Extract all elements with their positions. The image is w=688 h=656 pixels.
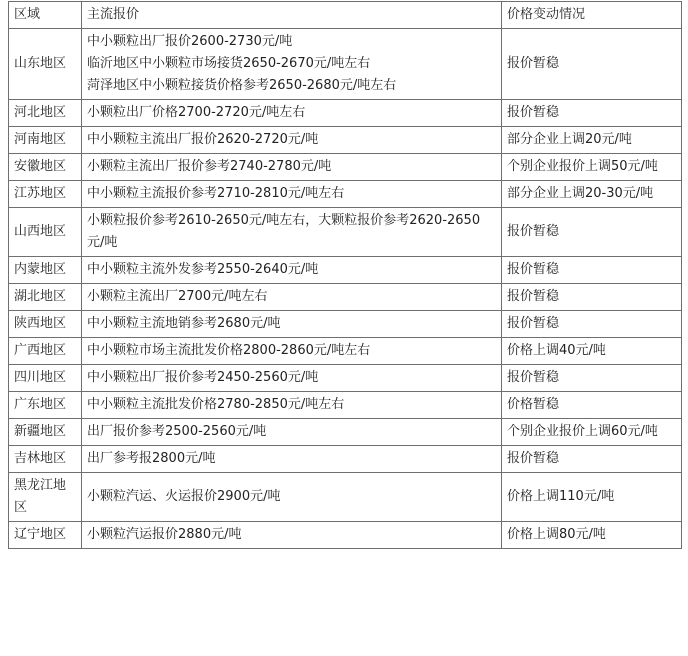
region-cell: 辽宁地区 (9, 522, 82, 549)
region-cell: 广东地区 (9, 392, 82, 419)
price-cell: 中小颗粒主流地销参考2680元/吨 (82, 311, 502, 338)
table-row (9, 181, 682, 208)
price-cell: 出厂报价参考2500-2560元/吨 (82, 419, 502, 446)
change-cell: 部分企业上调20-30元/吨 (502, 181, 682, 208)
change-cell: 个别企业报价上调50元/吨 (502, 154, 682, 181)
header-change: 价格变动情况 (502, 2, 682, 29)
change-cell: 报价暂稳 (502, 365, 682, 392)
price-cell: 中小颗粒市场主流批发价格2800-2860元/吨左右 (82, 338, 502, 365)
price-cell (82, 29, 502, 100)
region-cell: 吉林地区 (9, 446, 82, 473)
region-cell: 山东地区 (9, 29, 82, 100)
change-cell: 价格上调80元/吨 (502, 522, 682, 549)
price-cell: 出厂参考报2800元/吨 (82, 446, 502, 473)
table-row (9, 311, 682, 338)
table-row (9, 100, 682, 127)
header-region: 区域 (9, 2, 82, 29)
change-cell: 个别企业报价上调60元/吨 (502, 419, 682, 446)
region-cell: 新疆地区 (9, 419, 82, 446)
price-cell: 小颗粒主流出厂报价参考2740-2780元/吨 (82, 154, 502, 181)
table-row (9, 419, 682, 446)
price-cell: 中小颗粒出厂报价参考2450-2560元/吨 (82, 365, 502, 392)
price-table (8, 1, 682, 549)
change-cell: 报价暂稳 (502, 100, 682, 127)
table-row (9, 208, 682, 257)
region-cell: 安徽地区 (9, 154, 82, 181)
change-cell: 报价暂稳 (502, 257, 682, 284)
table-row (9, 446, 682, 473)
region-cell: 江苏地区 (9, 181, 82, 208)
table-row (9, 473, 682, 522)
region-cell: 陕西地区 (9, 311, 82, 338)
price-line: 菏泽地区中小颗粒接货价格参考2650-2680元/吨左右 (87, 78, 397, 93)
change-cell: 报价暂稳 (502, 29, 682, 100)
table-row (9, 154, 682, 181)
region-cell: 山西地区 (9, 208, 82, 257)
header-row (9, 2, 682, 29)
price-cell: 中小颗粒主流报价参考2710-2810元/吨左右 (82, 181, 502, 208)
change-cell: 价格暂稳 (502, 392, 682, 419)
price-cell: 中小颗粒主流出厂报价2620-2720元/吨 (82, 127, 502, 154)
table-row (9, 522, 682, 549)
price-line: 中小颗粒出厂报价2600-2730元/吨 (87, 34, 293, 49)
table-row (9, 338, 682, 365)
change-cell: 价格上调110元/吨 (502, 473, 682, 522)
region-cell: 内蒙地区 (9, 257, 82, 284)
change-cell: 报价暂稳 (502, 284, 682, 311)
price-cell: 小颗粒汽运、火运报价2900元/吨 (82, 473, 502, 522)
price-cell: 小颗粒主流出厂2700元/吨左右 (82, 284, 502, 311)
region-cell: 河南地区 (9, 127, 82, 154)
region-cell: 四川地区 (9, 365, 82, 392)
header-price: 主流报价 (82, 2, 502, 29)
region-cell: 广西地区 (9, 338, 82, 365)
table-row (9, 284, 682, 311)
change-cell: 价格上调40元/吨 (502, 338, 682, 365)
change-cell: 报价暂稳 (502, 446, 682, 473)
change-cell: 报价暂稳 (502, 311, 682, 338)
region-cell: 河北地区 (9, 100, 82, 127)
table-row (9, 392, 682, 419)
price-cell: 小颗粒报价参考2610-2650元/吨左右，大颗粒报价参考2620-2650元/吨 (82, 208, 502, 257)
change-cell: 部分企业上调20元/吨 (502, 127, 682, 154)
price-cell: 小颗粒出厂价格2700-2720元/吨左右 (82, 100, 502, 127)
price-cell: 中小颗粒主流外发参考2550-2640元/吨 (82, 257, 502, 284)
table-row (9, 257, 682, 284)
price-line: 临沂地区中小颗粒市场接货2650-2670元/吨左右 (87, 56, 371, 71)
change-cell: 报价暂稳 (502, 208, 682, 257)
region-cell: 湖北地区 (9, 284, 82, 311)
table-row (9, 365, 682, 392)
region-cell: 黑龙江地区 (9, 473, 82, 522)
table-row (9, 127, 682, 154)
price-cell: 小颗粒汽运报价2880元/吨 (82, 522, 502, 549)
price-cell: 中小颗粒主流批发价格2780-2850元/吨左右 (82, 392, 502, 419)
table-row (9, 29, 682, 100)
